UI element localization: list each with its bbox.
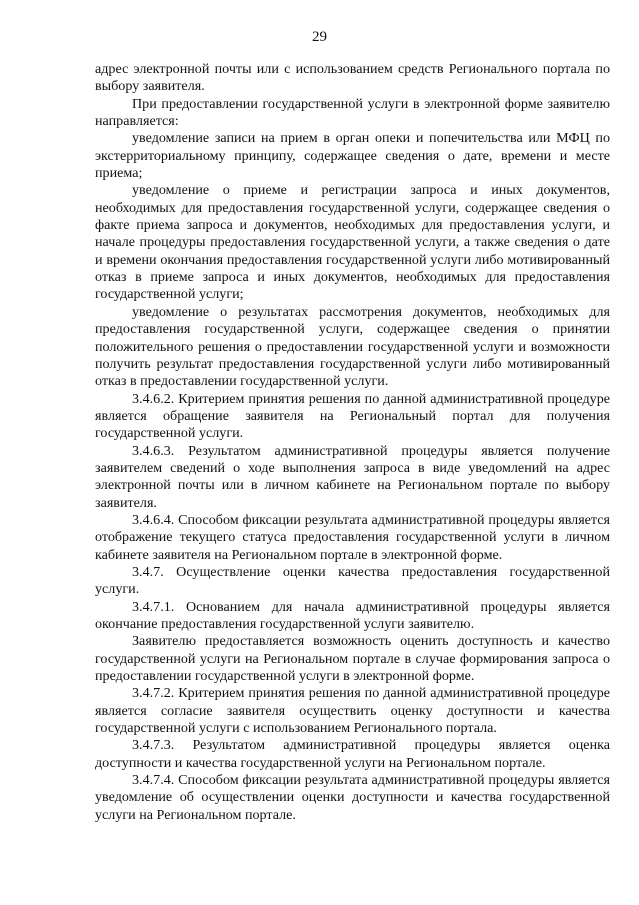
document-body	[95, 61, 610, 824]
paragraph-continuation: адрес электронной почты или с использованием средств Регионального портала по выбору заявителя.	[95, 61, 610, 95]
paragraph: 3.4.7.3. Результатом административной процедуры является оценка доступности и качества государственной услуги на Региональном портале.	[95, 737, 610, 771]
paragraph: 3.4.6.3. Результатом административной процедуры является получение заявителем сведений о ходе выполнения запроса в виде уведомлений на адрес электронной почты или в личном кабинете на Региональном портале по выбору заявителя.	[95, 442, 610, 511]
paragraph: При предоставлении государственной услуги в электронной форме заявителю направляется:	[95, 95, 610, 130]
paragraph: уведомление записи на прием в орган опеки и попечительства или МФЦ по экстерриториальному принципу, содержащее сведения о дате, времени и месте приема;	[95, 130, 610, 182]
paragraph: Заявителю предоставляется возможность оценить доступность и качество государственной услуги на Региональном портале в случае формирования запроса о предоставлении государственной услуги в электронной форме.	[95, 633, 610, 685]
paragraph: уведомление о приеме и регистрации запроса и иных документов, необходимых для предоставления государственной услуги, содержащее сведения о факте приема запроса и документов, необходимых для предоставления услуги, и начале процедуры предоставления государственной услуги, а также сведения о дате и времени окончания предоставления государственной услуги либо мотивированный отказ в приеме запроса и иных документов, необходимых для предоставления государственной услуги;	[95, 182, 610, 303]
section-heading: 3.4.7. Осуществление оценки качества предоставления государственной услуги.	[95, 563, 610, 598]
paragraph: 3.4.6.4. Способом фиксации результата административной процедуры является отображение текущего статуса предоставления государственной услуги в личном кабинете заявителя на Региональном портале в электронной форме.	[95, 511, 610, 563]
paragraph: уведомление о результатах рассмотрения документов, необходимых для предоставления государственной услуги, содержащее сведения о принятии положительного решения о предоставлении государственной услуги и возможности получить результат предоставления государственной услуги либо мотивированный отказ в предоставлении государственной услуги.	[95, 303, 610, 390]
paragraph: 3.4.7.2. Критерием принятия решения по данной административной процедуре является согласие заявителя осуществить оценку доступности и качества государственной услуги с использованием Регионального портала.	[95, 685, 610, 737]
paragraph: 3.4.6.2. Критерием принятия решения по данной административной процедуре является обращение заявителя на Региональный портал для получения государственной услуги.	[95, 390, 610, 442]
paragraph: 3.4.7.4. Способом фиксации результата административной процедуры является уведомление об осуществлении оценки доступности и качества государственной услуги на Региональном портале.	[95, 772, 610, 823]
page-number: 29	[312, 29, 327, 45]
paragraph: 3.4.7.1. Основанием для начала административной процедуры является окончание предоставления государственной услуги заявителю.	[95, 598, 610, 632]
